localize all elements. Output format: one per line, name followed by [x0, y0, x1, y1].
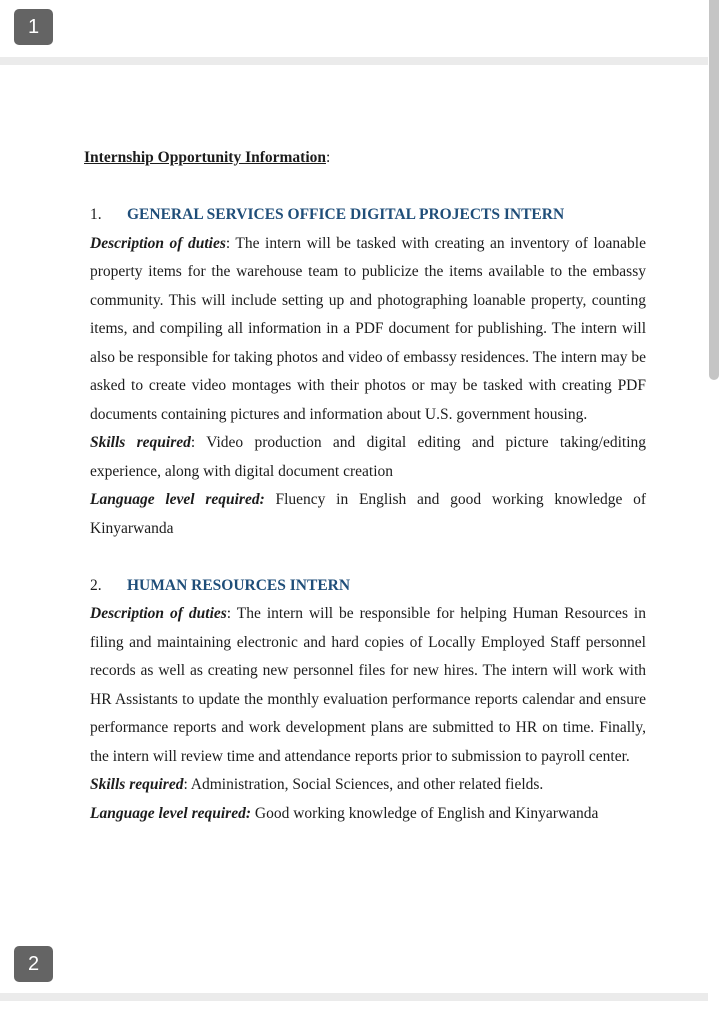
- page-separator-bottom: [0, 993, 708, 1001]
- document-heading-colon: :: [326, 149, 331, 166]
- description-of-duties-label: Description of duties: [90, 234, 226, 252]
- section-1-title: GENERAL SERVICES OFFICE DIGITAL PROJECTS INTERN: [127, 206, 565, 223]
- section-1-skills-paragraph: [90, 429, 646, 486]
- skills-required-text: : Video production and digital editing and picture taking/editing experience, along with digital document creation: [90, 434, 646, 480]
- section-1-description-paragraph: [90, 230, 646, 430]
- description-of-duties-text: : The intern will be responsible for helping Human Resources in filing and maintaining electronic and hard copies of Locally Employed Staff personnel records as well as creating new personnel files for new hires. The intern will work with HR Assistants to update the monthly evaluation performance reports calendar and ensure performance reports and work development plans are submitted to HR on time. Finally, the intern will review time and attendance reports prior to submission to payroll center.: [90, 605, 646, 765]
- page-number-badge-2: 2: [14, 946, 53, 982]
- language-level-text: Fluency in English and good working knowledge of Kinyarwanda: [90, 491, 646, 537]
- skills-required-label: Skills required: [90, 434, 191, 451]
- skills-required-text: : Administration, Social Sciences, and other related fields.: [183, 776, 544, 793]
- document-page-content: [84, 144, 646, 828]
- document-heading: [84, 144, 646, 173]
- section-2-number: 2.: [90, 576, 102, 594]
- section-1-language-paragraph: [90, 486, 646, 543]
- section-1-number: 1.: [90, 206, 102, 223]
- section-2-title: HUMAN RESOURCES INTERN: [127, 576, 351, 594]
- language-level-text: Good working knowledge of English and Kinyarwanda: [251, 804, 599, 822]
- scrollbar-track[interactable]: [708, 0, 720, 1010]
- section-2-skills-paragraph: [90, 771, 646, 800]
- description-of-duties-text: : The intern will be tasked with creating an inventory of loanable property items for the warehouse team to publicize the items available to the embassy community. This will include setting up and photographing loanable property, counting items, and compiling all information in a PDF document for publishing. The intern will also be responsible for taking photos and video of embassy residences. The intern may be asked to create video montages with their photos or may be tasked with creating PDF documents containing pictures and information about U.S. government housing.: [90, 234, 646, 423]
- description-of-duties-label: Description of duties: [90, 605, 227, 622]
- scrollbar-thumb[interactable]: [709, 0, 719, 380]
- language-level-label: Language level required:: [90, 491, 265, 508]
- language-level-label: Language level required:: [90, 804, 252, 822]
- document-heading-text: Internship Opportunity Information: [84, 149, 327, 166]
- section-2-heading: [90, 572, 646, 601]
- skills-required-label: Skills required: [90, 776, 184, 793]
- section-1-heading: [90, 201, 646, 230]
- page-number-badge-1: 1: [14, 9, 53, 45]
- blank-line: [90, 173, 646, 202]
- blank-line: [90, 543, 646, 572]
- section-2-language-paragraph: [90, 800, 646, 829]
- page-separator-top: [0, 57, 708, 65]
- section-2-description-paragraph: [90, 600, 646, 771]
